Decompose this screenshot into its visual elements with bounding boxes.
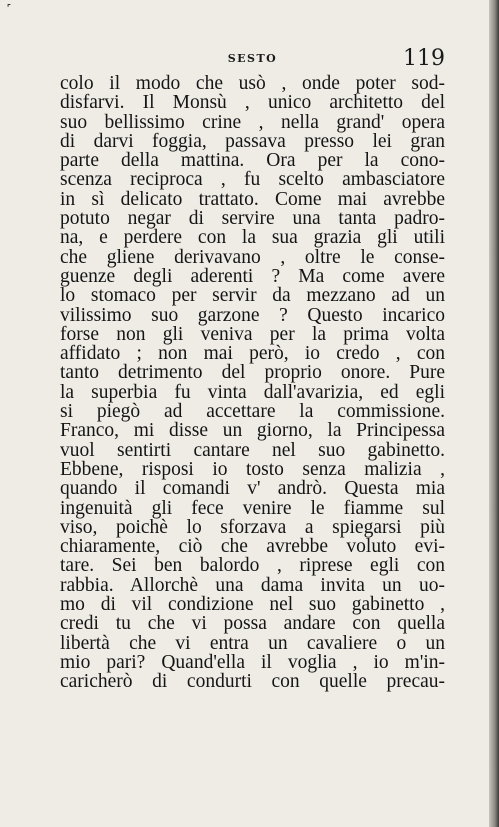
- text-line: vuol sentirti cantare nel suo gabinetto.: [60, 439, 445, 461]
- text-line: Franco, mi disse un giorno, la Principessa: [60, 420, 445, 442]
- text-line: di darvi foggia, passava presso lei gran: [60, 130, 445, 152]
- body-text: [60, 74, 445, 692]
- text-line: affidato ; non mai però, io credo , con: [60, 343, 445, 365]
- text-line: in sì delicato trattato. Come mai avrebbe: [60, 188, 445, 210]
- text-line: che gliene derivavano , oltre le conse-: [60, 246, 445, 268]
- page-edge-shadow: [489, 0, 499, 827]
- text-line: vilissimo suo garzone ? Questo incarico: [60, 304, 445, 326]
- text-line: chiaramente, ciò che avrebbe voluto evi-: [60, 536, 445, 558]
- text-line: la superbia fu vinta dall'avarizia, ed egli: [60, 381, 445, 403]
- text-line: mio pari? Quand'ella il voglia , io m'in-: [60, 651, 445, 673]
- text-line: guenze degli aderenti ? Ma come avere: [60, 265, 445, 287]
- text-line: credi tu che vi possa andare con quella: [60, 613, 445, 635]
- text-line: suo bellissimo crine , nella grand' opera: [60, 111, 445, 133]
- text-line: lo stomaco per servir da mezzano ad un: [60, 285, 445, 307]
- corner-mark: ˹: [6, 0, 12, 21]
- page-number: 119: [403, 46, 445, 71]
- text-line: disfarvi. Il Monsù , unico architetto del: [60, 92, 445, 114]
- text-line: Ebbene, risposi io tosto senza malizia ,: [60, 458, 445, 480]
- running-head: SESTO: [227, 52, 278, 65]
- text-line: viso, poichè lo sforzava a spiegarsi più: [60, 516, 445, 538]
- text-line: ingenuità gli fece venire le fiamme sul: [60, 497, 445, 519]
- text-line: forse non gli veniva per la prima volta: [60, 323, 445, 345]
- text-line: mo di vil condizione nel suo gabinetto ,: [60, 594, 445, 616]
- text-line: caricherò di condurti con quelle precau-: [60, 671, 445, 693]
- text-line: tare. Sei ben balordo , riprese egli con: [60, 555, 445, 577]
- text-line: colo il modo che usò , onde poter sod-: [60, 73, 445, 94]
- page-header: [60, 46, 445, 74]
- text-line: quando il comandi v' andrò. Questa mia: [60, 478, 445, 500]
- text-line: na, e perdere con la sua grazia gli utili: [60, 227, 445, 249]
- text-line: libertà che vi entra un cavaliere o un: [60, 632, 445, 654]
- text-line: potuto negar di servire una tanta padro-: [60, 208, 445, 230]
- text-line: scenza reciproca , fu scelto ambasciatore: [60, 169, 445, 191]
- text-line: rabbia. Allorchè una dama invita un uo-: [60, 574, 445, 596]
- text-line: si piegò ad accettare la commissione.: [60, 401, 445, 423]
- text-line: tanto detrimento del proprio onore. Pure: [60, 362, 445, 384]
- text-line: parte della mattina. Ora per la cono-: [60, 150, 445, 172]
